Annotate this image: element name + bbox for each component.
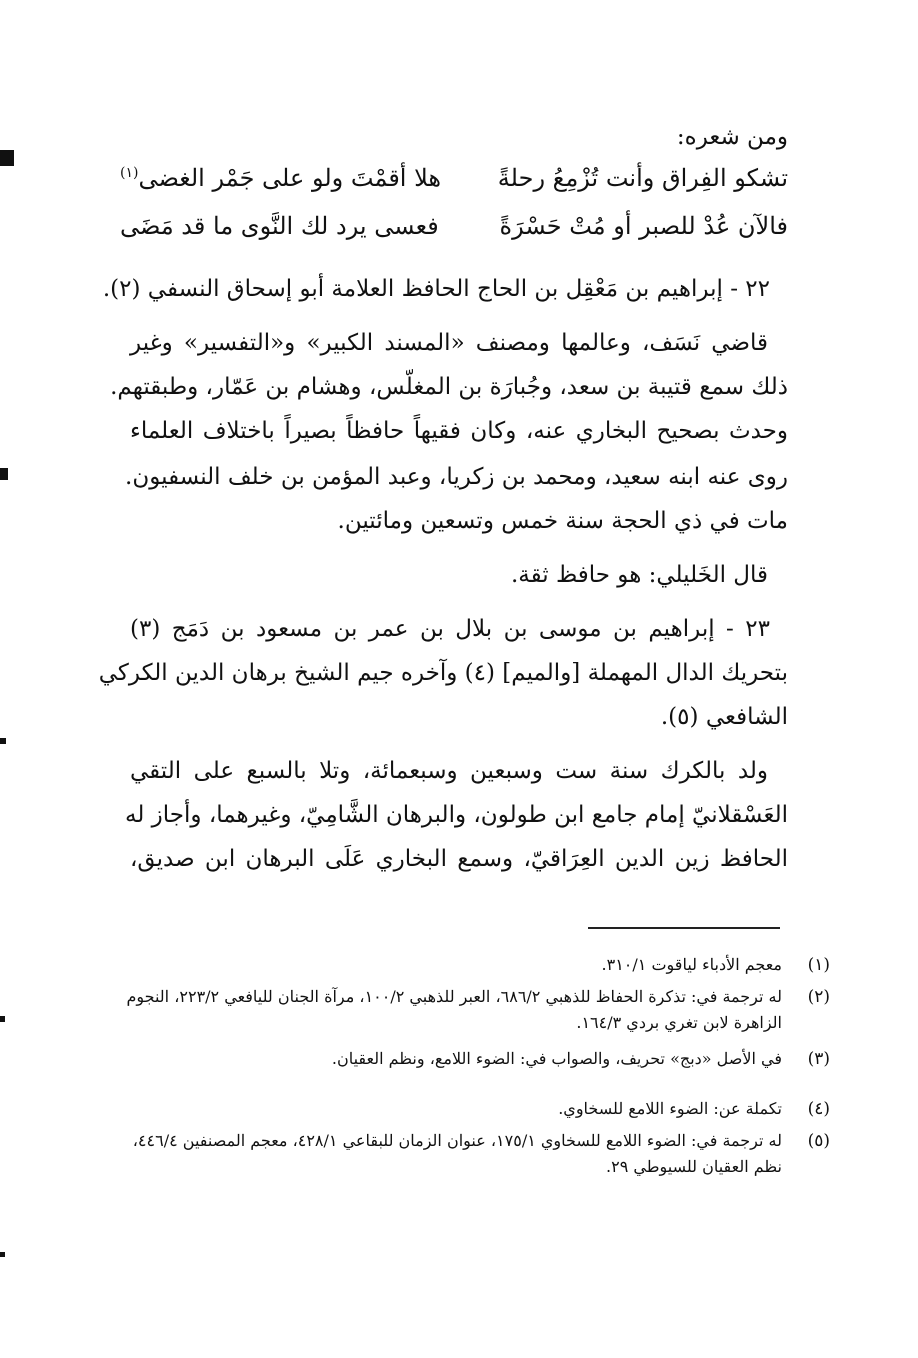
body-line: وحدث بصحيح البخاري عنه، وكان فقيهاً حافظاً بصيراً باختلاف العلماء <box>130 418 788 444</box>
footnote-3 <box>110 1046 830 1072</box>
body-line: مات في ذي الحجة سنة خمس وتسعين ومائتين. <box>337 508 788 534</box>
poem-verse-1 <box>120 164 788 204</box>
scan-edge-mark <box>0 1252 5 1257</box>
verse-2-second-hemistich: فعسى يرد لك النَّوى ما قد مَضَى <box>120 212 439 240</box>
body-line: الشافعي (٥). <box>660 704 788 730</box>
body-line: قاضي نَسَف، وعالمها ومصنف «المسند الكبير» و«التفسير» وغير <box>130 330 768 356</box>
scan-edge-mark <box>0 738 6 744</box>
footnote-text: معجم الأدباء لياقوت ٣١٠/١. <box>601 955 782 974</box>
poem-verse-2 <box>120 212 788 252</box>
poem-intro: ومن شعره: <box>676 124 788 150</box>
entry-23-heading: ٢٣ - إبراهيم بن موسى بن بلال بن عمر بن مسعود بن دَمَج (٣) <box>130 616 770 642</box>
body-line: بتحريك الدال المهملة [والميم] (٤) وآخره جيم الشيخ برهان الدين الكركي <box>98 660 788 686</box>
body-line: روى عنه ابنه سعيد، ومحمد بن زكريا، وعبد المؤمن بن خلف النسفيون. <box>125 464 788 490</box>
body-line: ولد بالكرك سنة ست وسبعين وسبعمائة، وتلا بالسبع على التقي <box>130 758 768 784</box>
body-line: الحافظ زين الدين العِرَاقيّ، وسمع البخاري عَلَى البرهان ابن صديق، <box>130 846 788 872</box>
scan-edge-mark <box>0 150 14 166</box>
footnote-4 <box>110 1096 830 1122</box>
footnote-number: (٤) <box>807 1099 830 1119</box>
verse-1-second-hemistich: هلا أقمْتَ ولو على جَمْر الغضى$^{(١)}$ <box>120 164 442 192</box>
footnote-number: (٢) <box>807 987 830 1007</box>
footnote-divider <box>588 927 780 929</box>
footnote-2 <box>110 984 830 1036</box>
body-line: العَسْقلانيّ إمام جامع ابن طولون، والبرهان الشَّامِيّ، وغيرهما، وأجاز له <box>125 802 788 828</box>
footnote-number: (١) <box>807 955 830 975</box>
footnote-text: تكملة عن: الضوء اللامع للسخاوي. <box>558 1099 782 1118</box>
verse-2-first-hemistich: فالآن عُدْ للصبر أو مُتْ حَسْرَةً <box>499 212 788 240</box>
verse-1-first-hemistich: تشكو الفِراق وأنت تُزْمِعُ رحلةً <box>497 164 788 192</box>
footnote-number: (٣) <box>807 1049 830 1069</box>
entry-22-heading: ٢٢ - إبراهيم بن مَعْقِل بن الحاج الحافظ العلامة أبو إسحاق النسفي (٢). <box>102 276 770 302</box>
footnote-text: له ترجمة في: الضوء اللامع للسخاوي ١٧٥/١، عنوان الزمان للبقاعي ٤٢٨/١، معجم المصنفين ٤٤٦/٤، نظم العقيان للسيوطي ٢٩. <box>132 1131 782 1176</box>
footnote-text: في الأصل «دبج» تحريف، والصواب في: الضوء اللامع، ونظم العقيان. <box>331 1049 782 1068</box>
footnote-ref-1: (١) <box>120 165 139 181</box>
scan-edge-mark <box>0 1016 5 1022</box>
footnote-text: له ترجمة في: تذكرة الحفاظ للذهبي ٦٨٦/٢، العبر للذهبي ١٠٠/٢، مرآة الجنان لليافعي ٢٢٣/٢، النجوم الزاهرة لابن تغري بردي ١٦٤/٣. <box>126 987 782 1032</box>
scan-edge-mark <box>0 468 8 480</box>
body-line: قال الخَليلي: هو حافظ ثقة. <box>510 562 768 588</box>
body-line: ذلك سمع قتيبة بن سعد، وجُبارَة بن المغلّس، وهشام بن عَمّار، وطبقتهم. <box>110 374 788 400</box>
footnote-number: (٥) <box>807 1131 830 1151</box>
footnote-5 <box>110 1128 830 1180</box>
footnote-1 <box>110 952 830 978</box>
